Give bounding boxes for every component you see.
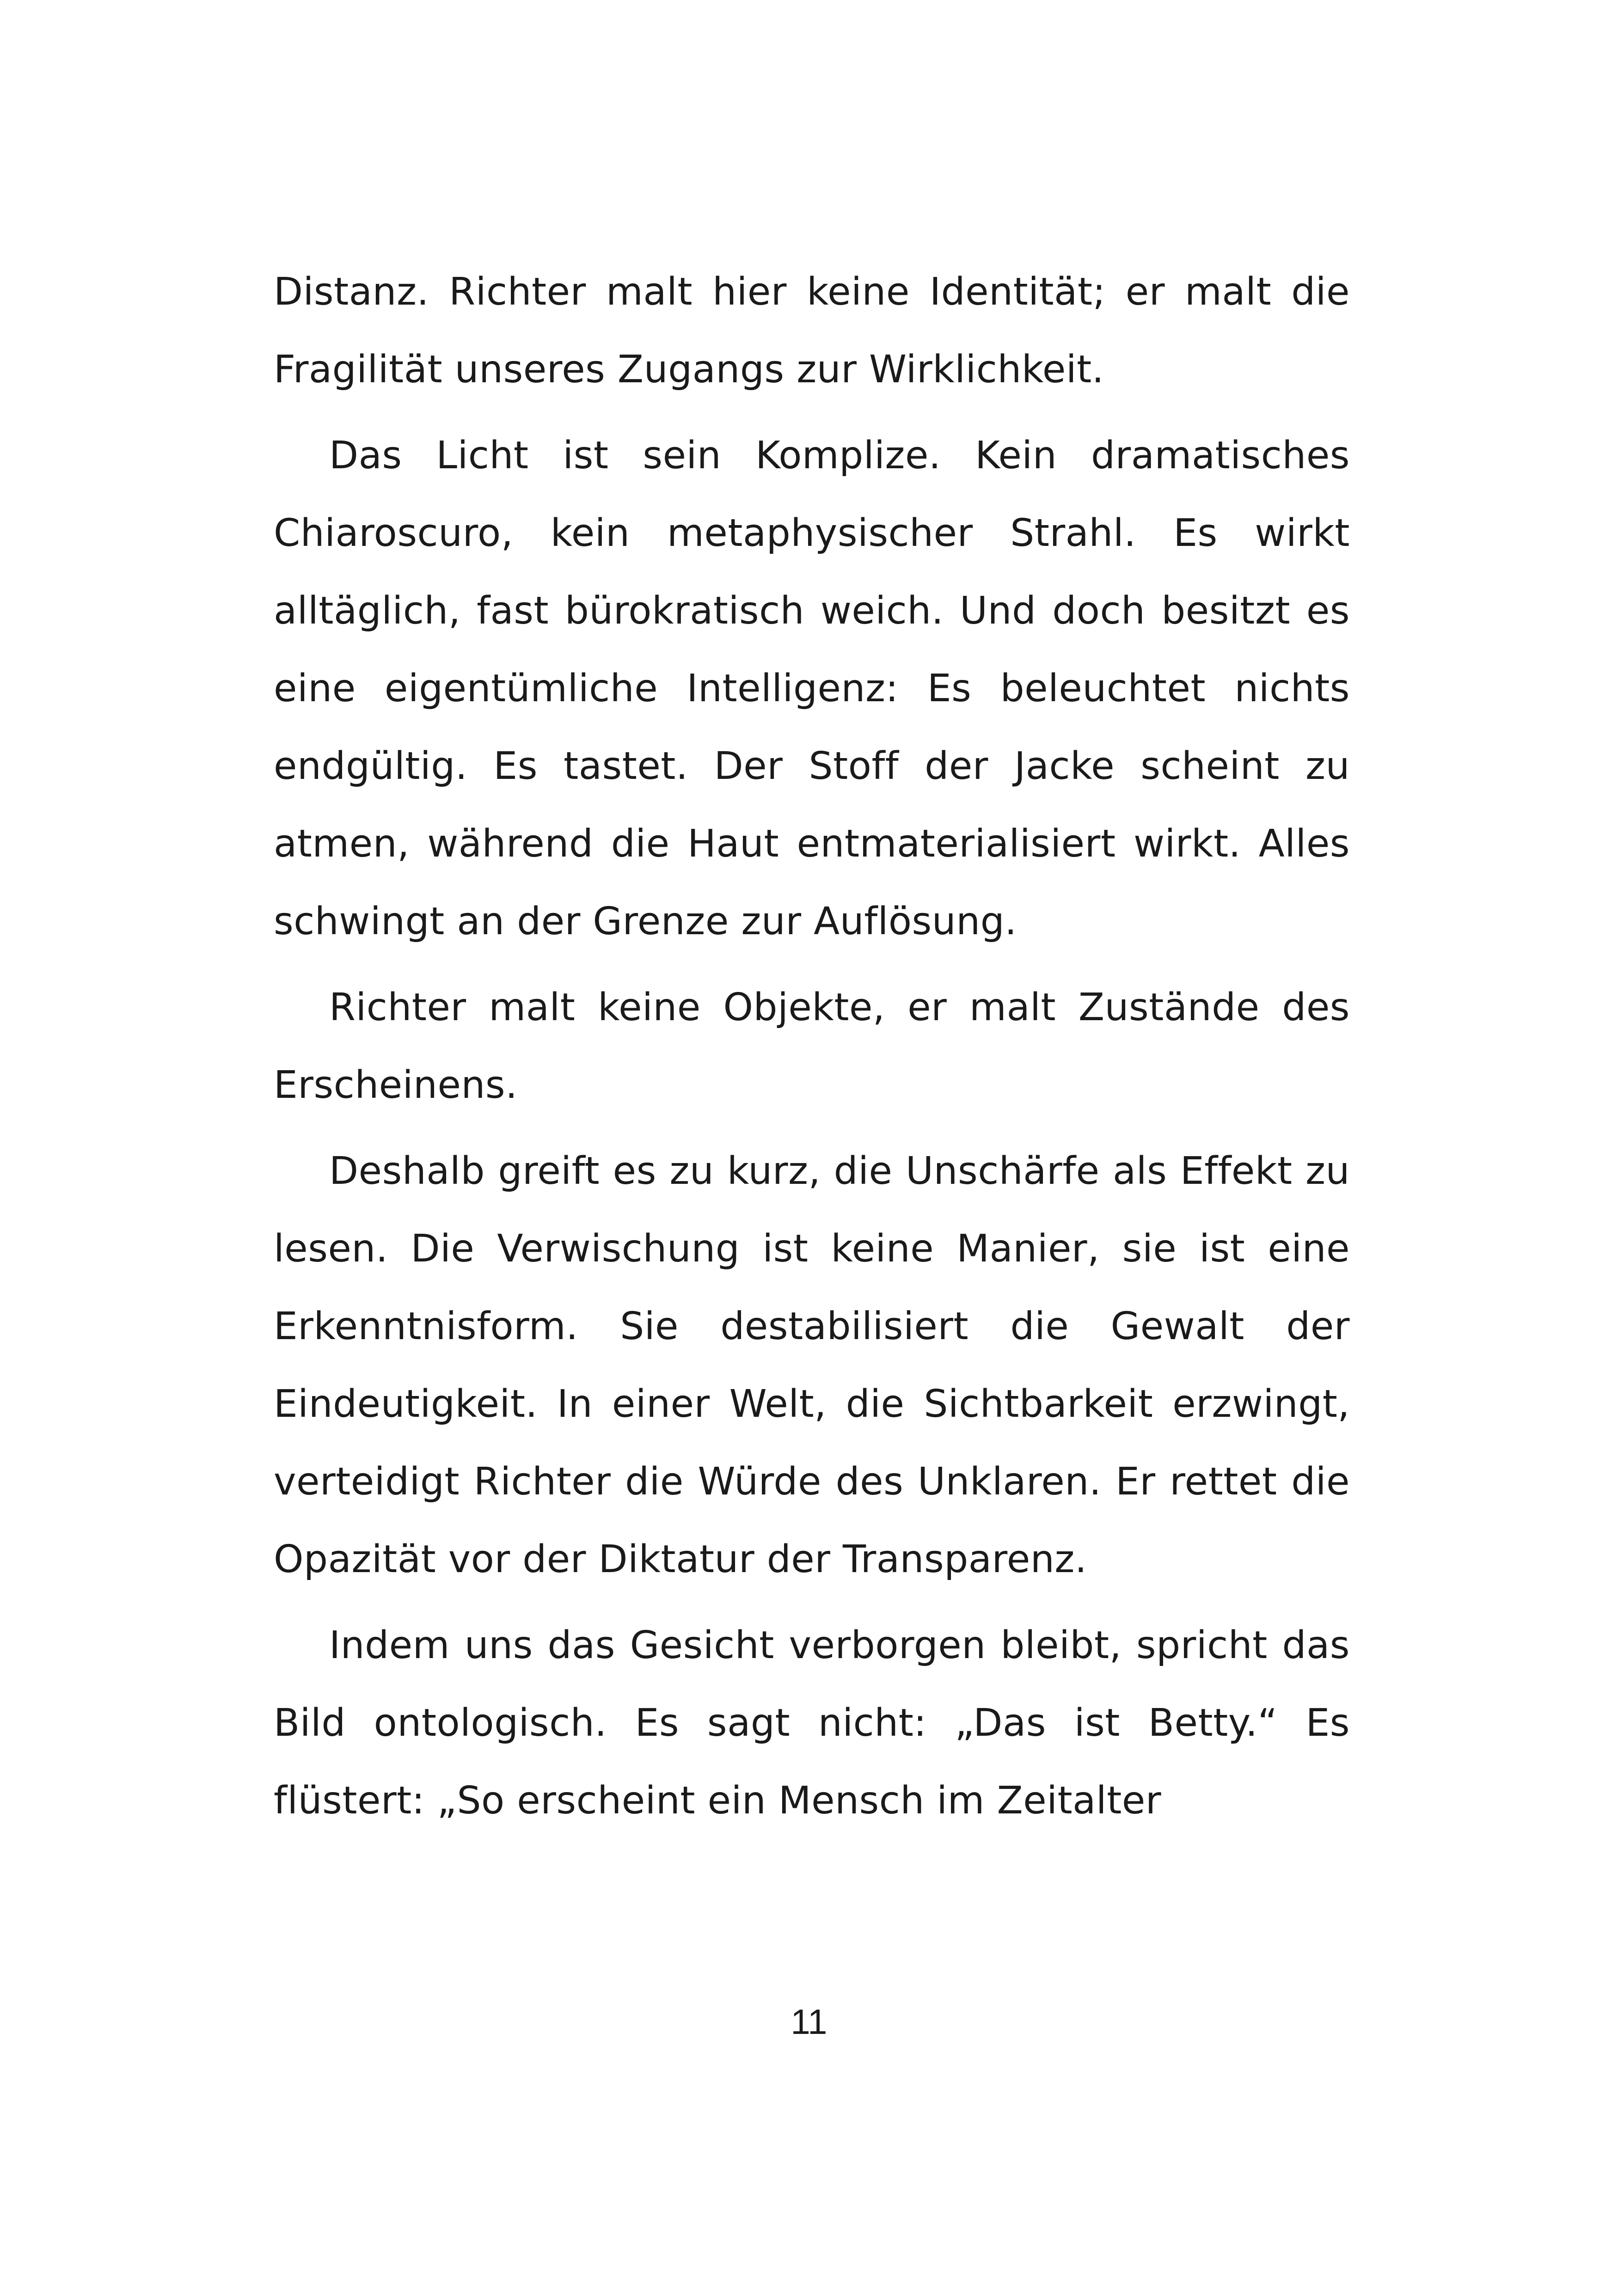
paragraph: Das Licht ist sein Komplize. Kein dramatisches Chiaroscuro, kein metaphysischer Strahl. Es wirkt alltäglich, fast bürokratisch weich. Und doch besitzt es eine eigentümliche Intelligenz: Es beleuchtet nichts endgültig. Es tastet. Der Stoff der Jacke scheint zu atmen, während die Haut entmaterialisiert wirkt. Alles schwingt an der Grenze zur Auflösung. (274, 434, 1350, 943)
paragraph: Indem uns das Gesicht verborgen bleibt, spricht das Bild ontologisch. Es sagt nicht: „Das ist Betty.“ Es flüstert: „So erscheint ein Mensch im Zeitalter (274, 1623, 1350, 1823)
paragraph: Richter malt keine Objekte, er malt Zustände des Erscheinens. (274, 986, 1350, 1107)
paragraph: Distanz. Richter malt hier keine Identität; er malt die Fragilität unseres Zugangs zur Wirklichkeit. (274, 270, 1350, 392)
paragraph: Deshalb greift es zu kurz, die Unschärfe als Effekt zu lesen. Die Verwischung ist keine Manier, sie ist eine Erkenntnisform. Sie destabilisiert die Gewalt der Eindeutigkeit. In einer Welt, die Sichtbarkeit erzwingt, verteidigt Richter die Würde des Unklaren. Er rettet die Opazität vor der Diktatur der Transparenz. (274, 1149, 1350, 1581)
page-number: 11 (791, 2002, 827, 2042)
body-text (274, 253, 1350, 1848)
